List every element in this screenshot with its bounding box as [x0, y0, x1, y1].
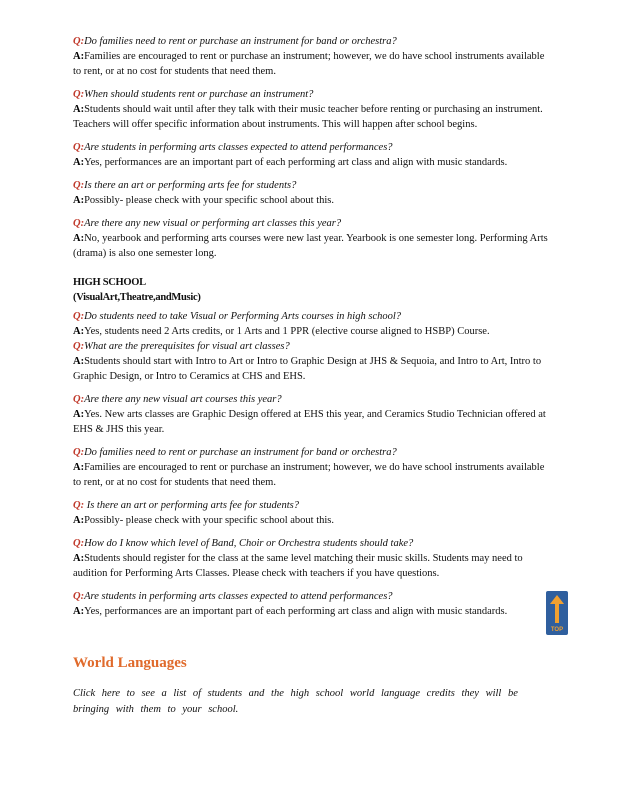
answer-tag: A: [73, 104, 85, 115]
answer-text: Students should register for the class at the same level matching their music skills. Students may need to audition for Performing Arts Classes. Please check with teachers if you have questions. [73, 553, 523, 579]
faq-item [73, 178, 553, 208]
faq-question [73, 589, 553, 604]
answer-tag: A: [73, 515, 85, 526]
question-text: Do families need to rent or purchase an instrument for band or orchestra? [84, 447, 397, 458]
back-to-top-button[interactable] [546, 591, 568, 635]
answer-text: Yes, students need 2 Arts credits, or 1 Arts and 1 PPR (elective course aligned to HSBP) Course. [84, 326, 490, 337]
answer-text: Students should wait until after they talk with their music teacher before renting or purchasing an instrument. Teachers will offer specific information about instruments. This will happen after school begins. [73, 104, 543, 130]
faq-answer [73, 102, 553, 132]
faq-answer [73, 324, 553, 339]
question-tag: Q: [73, 500, 85, 511]
faq-question [73, 445, 553, 460]
answer-tag: A: [73, 553, 85, 564]
faq-question [73, 216, 553, 231]
faq-item [73, 34, 553, 79]
faq-content [73, 34, 553, 619]
question-text: Are students in performing arts classes expected to attend performances? [84, 142, 393, 153]
faq-question [73, 140, 553, 155]
question-text: Are there any new visual art courses this year? [84, 394, 282, 405]
question-text: Is there an art or performing arts fee for students? [84, 500, 299, 511]
question-tag: Q: [73, 591, 85, 602]
high-school-faq [73, 309, 553, 619]
question-tag: Q: [73, 180, 85, 191]
question-text: How do I know which level of Band, Choir or Orchestra students should take? [84, 538, 414, 549]
faq-answer [73, 193, 553, 208]
question-tag: Q: [73, 311, 85, 322]
answer-text: Families are encouraged to rent or purchase an instrument; however, we do have school instruments available to rent, or at no cost for students that need them. [73, 462, 545, 488]
faq-answer [73, 354, 553, 384]
question-tag: Q: [73, 89, 85, 100]
question-tag: Q: [73, 447, 85, 458]
answer-tag: A: [73, 326, 85, 337]
faq-item [73, 87, 553, 132]
question-tag: Q: [73, 341, 85, 352]
faq-question [73, 178, 553, 193]
question-tag: Q: [73, 218, 85, 229]
answer-tag: A: [73, 606, 85, 617]
answer-tag: A: [73, 409, 85, 420]
faq-item [73, 216, 553, 261]
answer-text: Students should start with Intro to Art or Intro to Graphic Design at JHS & Sequoia, and Intro to Art, Intro to Graphic Design, or Intro to Ceramics at CHS and EHS. [73, 356, 542, 382]
middle-school-faq [73, 34, 553, 261]
answer-tag: A: [73, 356, 85, 367]
faq-item [73, 498, 553, 528]
question-tag: Q: [73, 142, 85, 153]
faq-item [73, 339, 553, 384]
question-text: When should students rent or purchase an instrument? [84, 89, 314, 100]
faq-item [73, 445, 553, 490]
faq-item [73, 536, 553, 581]
top-label: TOP [550, 627, 564, 633]
faq-answer [73, 407, 553, 437]
arrow-up-icon [549, 594, 565, 624]
faq-item [73, 309, 553, 339]
faq-answer [73, 460, 553, 490]
faq-item [73, 589, 553, 619]
question-text: Is there an art or performing arts fee for students? [84, 180, 297, 191]
answer-text: No, yearbook and performing arts courses were new last year. Yearbook is one semester long. Performing Arts (drama) is also one semester long. [73, 233, 548, 259]
faq-answer [73, 155, 553, 170]
faq-item [73, 392, 553, 437]
answer-tag: A: [73, 195, 85, 206]
question-text: Do students need to take Visual or Performing Arts courses in high school? [84, 311, 402, 322]
faq-question [73, 87, 553, 102]
faq-question [73, 34, 553, 49]
answer-text: Families are encouraged to rent or purchase an instrument; however, we do have school instruments available to rent, or at no cost for students that need them. [73, 51, 545, 77]
faq-question [73, 392, 553, 407]
world-languages-link[interactable]: Click here to see a list of students and the high school world language credits they will be bringing with them to your school. [73, 688, 518, 715]
faq-answer [73, 49, 553, 79]
answer-text: Yes, performances are an important part of each performing art class and align with music standards. [84, 606, 508, 617]
answer-text: Yes. New arts classes are Graphic Design offered at EHS this year, and Ceramics Studio Technician offered at EHS & JHS this year. [73, 409, 546, 435]
faq-answer [73, 231, 553, 261]
question-tag: Q: [73, 538, 85, 549]
answer-text: Possibly- please check with your specific school about this. [84, 195, 335, 206]
answer-text: Possibly- please check with your specific school about this. [84, 515, 335, 526]
answer-tag: A: [73, 233, 85, 244]
world-languages-heading: World Languages [73, 655, 187, 671]
question-tag: Q: [73, 36, 85, 47]
high-school-heading: HIGH SCHOOL [73, 277, 146, 288]
question-tag: Q: [73, 394, 85, 405]
question-text: What are the prerequisites for visual art classes? [84, 341, 290, 352]
faq-question [73, 536, 553, 551]
faq-question [73, 339, 553, 354]
answer-tag: A: [73, 51, 85, 62]
answer-tag: A: [73, 157, 85, 168]
faq-answer [73, 551, 553, 581]
answer-text: Yes, performances are an important part of each performing art class and align with music standards. [84, 157, 508, 168]
faq-question [73, 498, 553, 513]
answer-tag: A: [73, 462, 85, 473]
faq-question [73, 309, 553, 324]
faq-answer [73, 513, 553, 528]
question-text: Are there any new visual or performing art classes this year? [84, 218, 342, 229]
high-school-subheading: (VisualArt,Theatre,andMusic) [73, 292, 201, 303]
faq-answer [73, 604, 553, 619]
question-text: Are students in performing arts classes expected to attend performances? [84, 591, 393, 602]
question-text: Do families need to rent or purchase an instrument for band or orchestra? [84, 36, 397, 47]
faq-item [73, 140, 553, 170]
